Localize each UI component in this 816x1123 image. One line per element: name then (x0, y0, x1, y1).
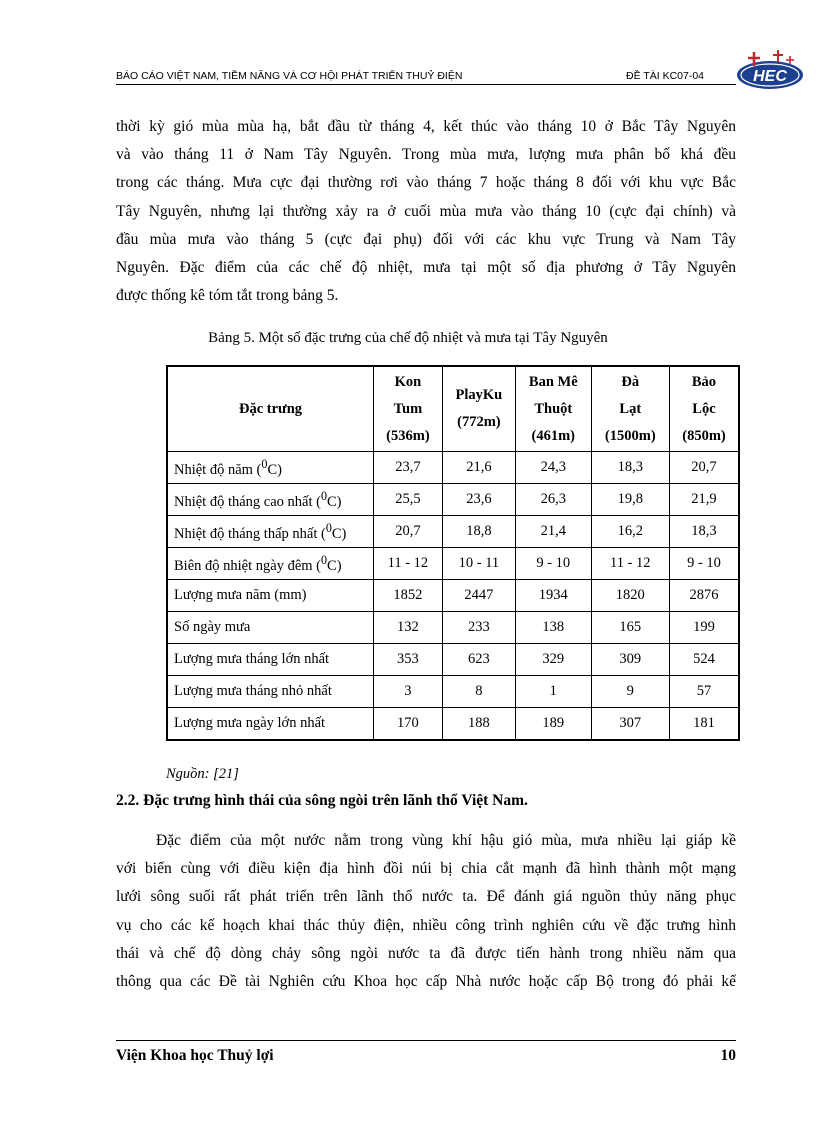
table-cell: 9 - 10 (669, 548, 739, 580)
table-cell: 11 - 12 (374, 548, 443, 580)
table-cell: 181 (669, 708, 739, 741)
column-header-kon-tum: Kon Tum (536m) (374, 366, 443, 452)
table-cell: 16,2 (591, 516, 669, 548)
section-heading: 2.2. Đặc trưng hình thái của sông ngòi trên lãnh thổ Việt Nam. (116, 792, 528, 809)
page-number: 10 (720, 1047, 736, 1064)
header-report-title: BÁO CÁO VIỆT NAM, TIỀM NĂNG VÀ CƠ HỘI PHÁT TRIỂN THUỶ ĐIỆN (116, 70, 463, 82)
table-cell: 21,4 (515, 516, 591, 548)
column-header-bao-loc: Bảo Lộc (850m) (669, 366, 739, 452)
table-cell: 20,7 (374, 516, 443, 548)
table-cell: 1820 (591, 580, 669, 612)
row-label: Số ngày mưa (167, 612, 374, 644)
table-cell: 1934 (515, 580, 591, 612)
climate-table (166, 365, 740, 741)
table-header-row (167, 366, 739, 452)
svg-text:HEC: HEC (753, 68, 787, 85)
table-cell: 23,7 (374, 452, 443, 484)
page-header (116, 66, 736, 85)
table-source: Nguồn: [21] (166, 766, 239, 782)
table-cell: 10 - 11 (442, 548, 515, 580)
table-cell: 21,6 (442, 452, 515, 484)
paragraph-line: được thống kê tóm tắt trong bảng 5. (116, 287, 339, 305)
header-project-code: ĐỀ TÀI KC07-04 (626, 70, 705, 82)
paragraph-line: Đặc điểm của một nước nằm trong vùng khí hậu gió mùa, mưa nhiều lại giáp kề (156, 832, 736, 849)
table-row (167, 612, 739, 644)
table-row (167, 548, 739, 580)
hec-logo (734, 44, 806, 94)
paragraph-line: thông qua các Đề tài Nghiên cứu Khoa học cấp Nhà nước hoặc cấp Bộ trong đó phải kể (116, 973, 736, 991)
table-row (167, 708, 739, 741)
column-header-ban-me-thuot: Ban Mê Thuột (461m) (515, 366, 591, 452)
table-row (167, 676, 739, 708)
table-cell: 2447 (442, 580, 515, 612)
table-cell: 189 (515, 708, 591, 741)
paragraph-line: lưới sông suối rất phát triển trên lãnh thổ nước ta. Để đánh giá nguồn thủy năng phục (116, 888, 736, 906)
table-cell: 19,8 (591, 484, 669, 516)
table-cell: 57 (669, 676, 739, 708)
paragraph-line: trong các tháng. Mưa cực đại thường rơi vào tháng 7 hoặc tháng 8 đối với khu vực Bắc (116, 174, 736, 192)
table-cell: 1852 (374, 580, 443, 612)
column-header-characteristic: Đặc trưng (167, 366, 374, 452)
paragraph-line: đầu mùa mưa vào tháng 5 (cực đại phụ) đối với các khu vực Trung và Nam Tây (116, 230, 736, 248)
table-cell: 307 (591, 708, 669, 741)
table-cell: 26,3 (515, 484, 591, 516)
paragraph-line: thời kỳ gió mùa mùa hạ, bắt đầu từ tháng 4, kết thúc vào tháng 10 ở Bắc Tây Nguyên (116, 118, 736, 135)
table-cell: 170 (374, 708, 443, 741)
paragraph-line: vụ cho các kế hoạch khai thác thủy điện, nhiều công trình nghiên cứu về đặc trưng hình (116, 916, 736, 934)
table-row (167, 452, 739, 484)
table-cell: 353 (374, 644, 443, 676)
row-label: Biên độ nhiệt ngày đêm ($^0$C) (167, 548, 374, 580)
footer-institute: Viện Khoa học Thuỷ lợi (116, 1047, 274, 1064)
table-cell: 3 (374, 676, 443, 708)
section-paragraph (116, 827, 736, 996)
table-cell: 9 - 10 (515, 548, 591, 580)
row-label: Lượng mưa ngày lớn nhất (167, 708, 374, 741)
paragraph-line: Nguyên. Đặc điểm của các chế độ nhiệt, mưa tại một số địa phương ở Tây Nguyên (116, 259, 736, 277)
row-label: Lượng mưa tháng lớn nhất (167, 644, 374, 676)
table-caption: Bảng 5. Một số đặc trưng của chế độ nhiệt và mưa tại Tây Nguyên (208, 330, 608, 346)
table-cell: 1 (515, 676, 591, 708)
table-cell: 8 (442, 676, 515, 708)
table-cell: 524 (669, 644, 739, 676)
table-cell: 18,3 (591, 452, 669, 484)
column-header-playku: PlayKu (772m) (442, 366, 515, 452)
paragraph-line: và vào tháng 11 ở Nam Tây Nguyên. Trong mùa mưa, lượng mưa phân bố khá đều (116, 146, 736, 164)
table-row (167, 580, 739, 612)
row-label: Nhiệt độ năm ($^0$C) (167, 452, 374, 484)
table-cell: 20,7 (669, 452, 739, 484)
row-label: Lượng mưa năm (mm) (167, 580, 374, 612)
row-label: Nhiệt độ tháng cao nhất ($^0$C) (167, 484, 374, 516)
row-label: Nhiệt độ tháng thấp nhất ($^0$C) (167, 516, 374, 548)
table-cell: 21,9 (669, 484, 739, 516)
table-cell: 329 (515, 644, 591, 676)
table-cell: 188 (442, 708, 515, 741)
table-cell: 9 (591, 676, 669, 708)
paragraph-line: với biển cùng với điều kiện địa hình đồi núi bị chia cắt mạnh đã hình thành một mạng (116, 860, 736, 878)
table-row (167, 644, 739, 676)
table-cell: 2876 (669, 580, 739, 612)
table-cell: 165 (591, 612, 669, 644)
table-cell: 24,3 (515, 452, 591, 484)
table-cell: 199 (669, 612, 739, 644)
paragraph-line: thái và chế độ dòng chảy sông ngòi nước ta đã được tiến hành trong nhiều năm qua (116, 944, 736, 962)
table-cell: 23,6 (442, 484, 515, 516)
table-cell: 18,3 (669, 516, 739, 548)
table-row (167, 484, 739, 516)
intro-paragraph (116, 113, 736, 310)
paragraph-line: Tây Nguyên, nhưng lại thường xảy ra ở cuối mùa mưa vào tháng 10 (cực đại chính) và (116, 202, 736, 220)
column-header-da-lat: Đà Lạt (1500m) (591, 366, 669, 452)
page-footer (116, 1040, 736, 1069)
table-cell: 309 (591, 644, 669, 676)
table-cell: 132 (374, 612, 443, 644)
table-cell: 138 (515, 612, 591, 644)
table-cell: 11 - 12 (591, 548, 669, 580)
table-cell: 25,5 (374, 484, 443, 516)
table-row (167, 516, 739, 548)
table-cell: 623 (442, 644, 515, 676)
table-cell: 18,8 (442, 516, 515, 548)
table-cell: 233 (442, 612, 515, 644)
row-label: Lượng mưa tháng nhỏ nhất (167, 676, 374, 708)
